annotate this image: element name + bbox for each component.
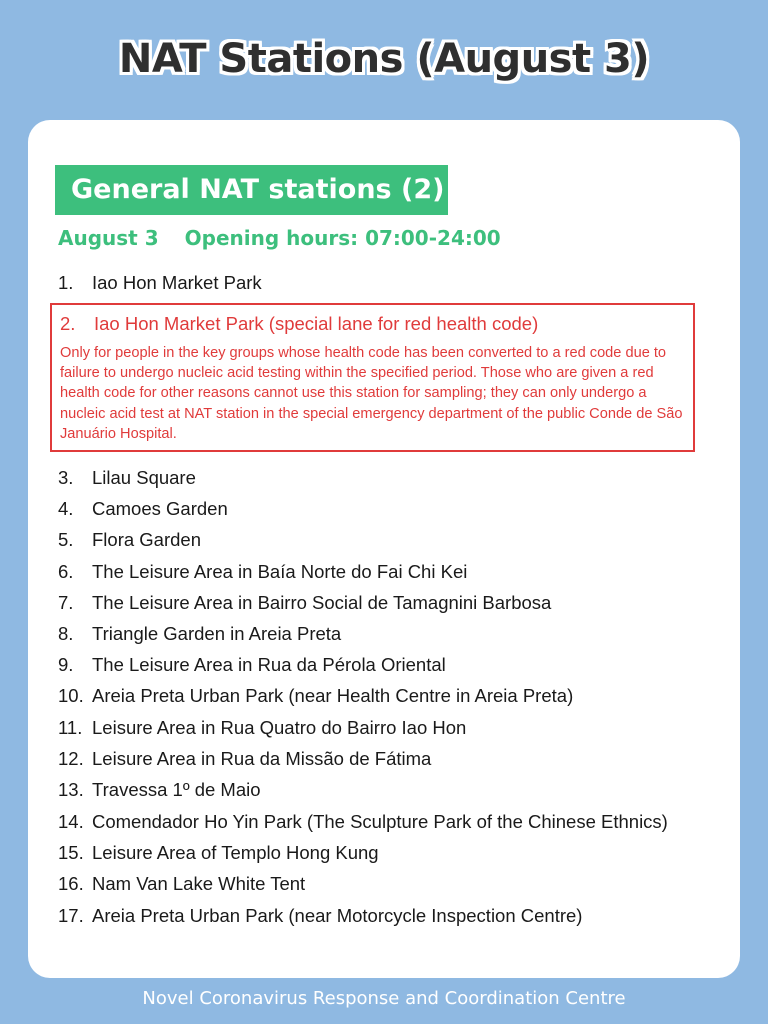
station-item — [58, 748, 431, 770]
station-item — [58, 561, 467, 583]
date-hours-line — [58, 226, 501, 250]
item-name: Areia Preta Urban Park (near Health Centre in Areia Preta) — [92, 685, 574, 706]
item-number: 17. — [58, 905, 84, 926]
item-name: Comendador Ho Yin Park (The Sculpture Park of the Chinese Ethnics) — [92, 811, 668, 832]
item-number: 1. — [58, 272, 74, 293]
item-name: Leisure Area in Rua da Missão de Fátima — [92, 748, 432, 769]
item-name: Triangle Garden in Areia Preta — [92, 623, 342, 644]
item-number: 16. — [58, 873, 84, 894]
section-label: General NAT stations (2) — [55, 165, 448, 215]
special-lane-note: Only for people in the key groups whose health code has been converted to a red code due to failure to undergo nucleic acid testing within the specified period. Those who are given a red health code for other reasons cannot use this station for sampling; they can only undergo a nucleic acid test at NAT station in the special emergency department of the public Conde de São Januário Hospital. — [60, 345, 683, 442]
special-lane-box — [50, 303, 695, 452]
item-name: Camoes Garden — [92, 498, 228, 519]
item-number: 6. — [58, 561, 74, 582]
item-number: 15. — [58, 842, 84, 863]
opening-hours-text: Opening hours: 07:00-24:00 — [184, 226, 501, 250]
item-name: Nam Van Lake White Tent — [92, 873, 306, 894]
item-name: The Leisure Area in Rua da Pérola Oriental — [92, 654, 446, 675]
station-item — [58, 811, 668, 833]
item-number: 13. — [58, 779, 84, 800]
item-number: 10. — [58, 685, 84, 706]
page-title: NAT Stations (August 3) — [118, 36, 650, 82]
station-item — [58, 685, 573, 707]
station-item — [58, 498, 228, 520]
item-number: 7. — [58, 592, 74, 613]
stations-card — [28, 120, 740, 978]
station-item — [58, 623, 341, 645]
station-item — [58, 467, 196, 489]
station-item — [58, 654, 446, 676]
station-item — [58, 779, 261, 801]
item-name: Travessa 1º de Maio — [92, 779, 261, 800]
date-text: August 3 — [58, 226, 159, 250]
item-number: 14. — [58, 811, 84, 832]
item-number: 11. — [58, 717, 83, 738]
station-item — [58, 717, 466, 739]
item-name: Areia Preta Urban Park (near Motorcycle Inspection Centre) — [92, 905, 583, 926]
item-name: Iao Hon Market Park — [92, 272, 262, 293]
item-name: Leisure Area of Templo Hong Kung — [92, 842, 379, 863]
item-number: 8. — [58, 623, 74, 644]
item-name: The Leisure Area in Bairro Social de Tamagnini Barbosa — [92, 592, 552, 613]
item-number: 2. — [60, 313, 76, 334]
item-name: Leisure Area in Rua Quatro do Bairro Iao Hon — [92, 717, 467, 738]
station-item — [58, 873, 305, 895]
item-number: 12. — [58, 748, 84, 769]
item-name: The Leisure Area in Baía Norte do Fai Chi Kei — [92, 561, 468, 582]
station-item — [58, 842, 379, 864]
item-number: 9. — [58, 654, 74, 675]
item-name: Flora Garden — [92, 529, 201, 550]
item-number: 5. — [58, 529, 74, 550]
item-name: Lilau Square — [92, 467, 196, 488]
item-name: Iao Hon Market Park (special lane for red health code) — [94, 313, 539, 334]
station-item — [58, 905, 582, 927]
footer-credit: Novel Coronavirus Response and Coordination Centre — [142, 988, 626, 1009]
station-item-special — [60, 313, 538, 335]
item-number: 4. — [58, 498, 74, 519]
station-item — [58, 529, 201, 551]
station-item — [58, 592, 551, 614]
item-number: 3. — [58, 467, 74, 488]
station-item — [58, 272, 262, 294]
